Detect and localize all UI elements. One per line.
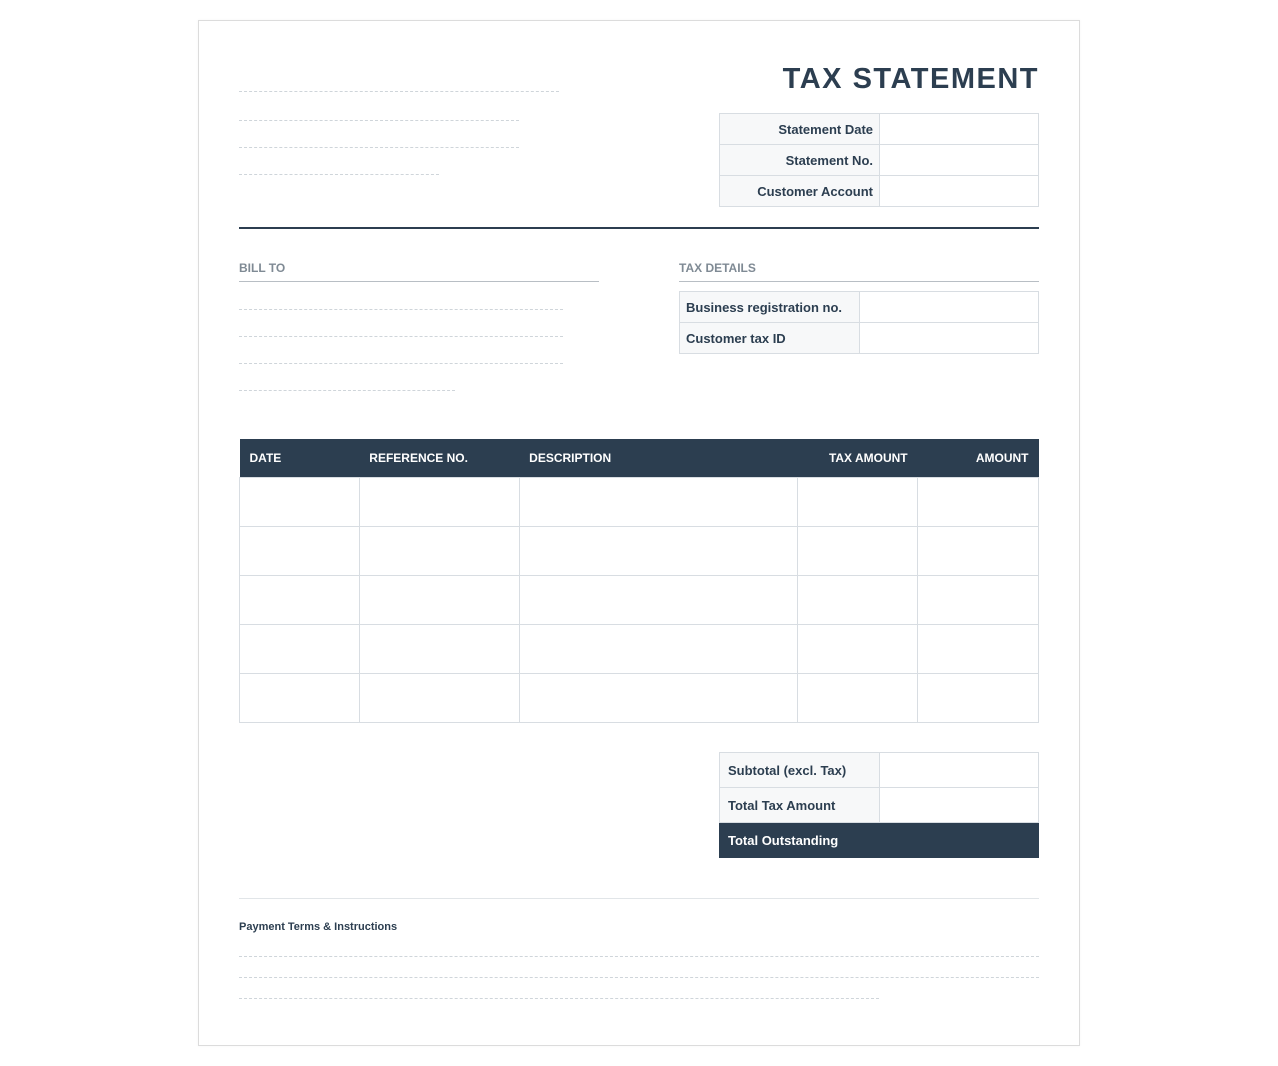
payment-terms-label: Payment Terms & Instructions [239, 921, 398, 933]
sender-line-4[interactable] [239, 174, 439, 175]
business-registration-label: Business registration no. [680, 292, 860, 323]
tax-row [680, 292, 1039, 323]
header-divider [239, 227, 1039, 229]
bill-to-line-1[interactable] [239, 309, 563, 310]
reference-cell[interactable] [359, 576, 519, 625]
table-row [240, 625, 1039, 674]
description-cell[interactable] [519, 674, 798, 723]
column-header-description: DESCRIPTION [519, 439, 798, 478]
customer-tax-id-label: Customer tax ID [680, 323, 860, 354]
business-registration-field[interactable] [860, 292, 1039, 323]
reference-cell[interactable] [359, 527, 519, 576]
tax-amount-cell[interactable] [798, 527, 918, 576]
date-cell[interactable] [240, 625, 360, 674]
reference-cell[interactable] [359, 674, 519, 723]
total-tax-label: Total Tax Amount [720, 788, 880, 823]
customer-tax-id-field[interactable] [860, 323, 1039, 354]
sender-line-2[interactable] [239, 120, 519, 121]
payment-terms-line-1[interactable] [239, 956, 1039, 957]
line-items-table [239, 439, 1039, 723]
table-row [240, 478, 1039, 527]
totals-table [719, 752, 1039, 858]
statement-no-field[interactable] [880, 145, 1039, 176]
total-tax-field[interactable] [880, 788, 1039, 823]
tax-statement-page [198, 20, 1080, 1046]
bill-to-line-2[interactable] [239, 336, 563, 337]
column-header-date: DATE [240, 439, 360, 478]
column-header-reference: REFERENCE NO. [359, 439, 519, 478]
description-cell[interactable] [519, 576, 798, 625]
date-cell[interactable] [240, 674, 360, 723]
amount-cell[interactable] [918, 527, 1039, 576]
tax-details-heading: TAX DETAILS [679, 261, 1039, 282]
statement-meta-table [719, 113, 1039, 207]
tax-amount-cell[interactable] [798, 625, 918, 674]
sender-line-3[interactable] [239, 147, 519, 148]
date-cell[interactable] [240, 478, 360, 527]
tax-details-table [679, 291, 1039, 354]
description-cell[interactable] [519, 478, 798, 527]
tax-row [680, 323, 1039, 354]
meta-row [720, 114, 1039, 145]
statement-no-label: Statement No. [720, 145, 880, 176]
statement-date-label: Statement Date [720, 114, 880, 145]
amount-cell[interactable] [918, 625, 1039, 674]
date-cell[interactable] [240, 527, 360, 576]
sender-line-1[interactable] [239, 91, 559, 92]
amount-cell[interactable] [918, 674, 1039, 723]
date-cell[interactable] [240, 576, 360, 625]
tax-amount-cell[interactable] [798, 478, 918, 527]
total-outstanding-field[interactable] [880, 823, 1039, 858]
reference-cell[interactable] [359, 625, 519, 674]
table-row [240, 674, 1039, 723]
statement-date-field[interactable] [880, 114, 1039, 145]
meta-row [720, 145, 1039, 176]
tax-amount-cell[interactable] [798, 576, 918, 625]
column-header-tax-amount: TAX AMOUNT [798, 439, 918, 478]
amount-cell[interactable] [918, 576, 1039, 625]
totals-row [720, 788, 1039, 823]
customer-account-label: Customer Account [720, 176, 880, 207]
meta-row [720, 176, 1039, 207]
subtotal-field[interactable] [880, 753, 1039, 788]
subtotal-label: Subtotal (excl. Tax) [720, 753, 880, 788]
bill-to-line-3[interactable] [239, 363, 563, 364]
description-cell[interactable] [519, 625, 798, 674]
payment-terms-line-3[interactable] [239, 998, 879, 999]
bill-to-line-4[interactable] [239, 390, 455, 391]
column-header-amount: AMOUNT [918, 439, 1039, 478]
bill-to-heading: BILL TO [239, 261, 599, 282]
customer-account-field[interactable] [880, 176, 1039, 207]
tax-amount-cell[interactable] [798, 674, 918, 723]
description-cell[interactable] [519, 527, 798, 576]
table-header-row [240, 439, 1039, 478]
total-outstanding-row [720, 823, 1039, 858]
document-title: TAX STATEMENT [782, 63, 1039, 95]
footer-divider [239, 898, 1039, 899]
total-outstanding-label: Total Outstanding [720, 823, 880, 858]
totals-row [720, 753, 1039, 788]
table-row [240, 527, 1039, 576]
payment-terms-line-2[interactable] [239, 977, 1039, 978]
amount-cell[interactable] [918, 478, 1039, 527]
reference-cell[interactable] [359, 478, 519, 527]
table-row [240, 576, 1039, 625]
